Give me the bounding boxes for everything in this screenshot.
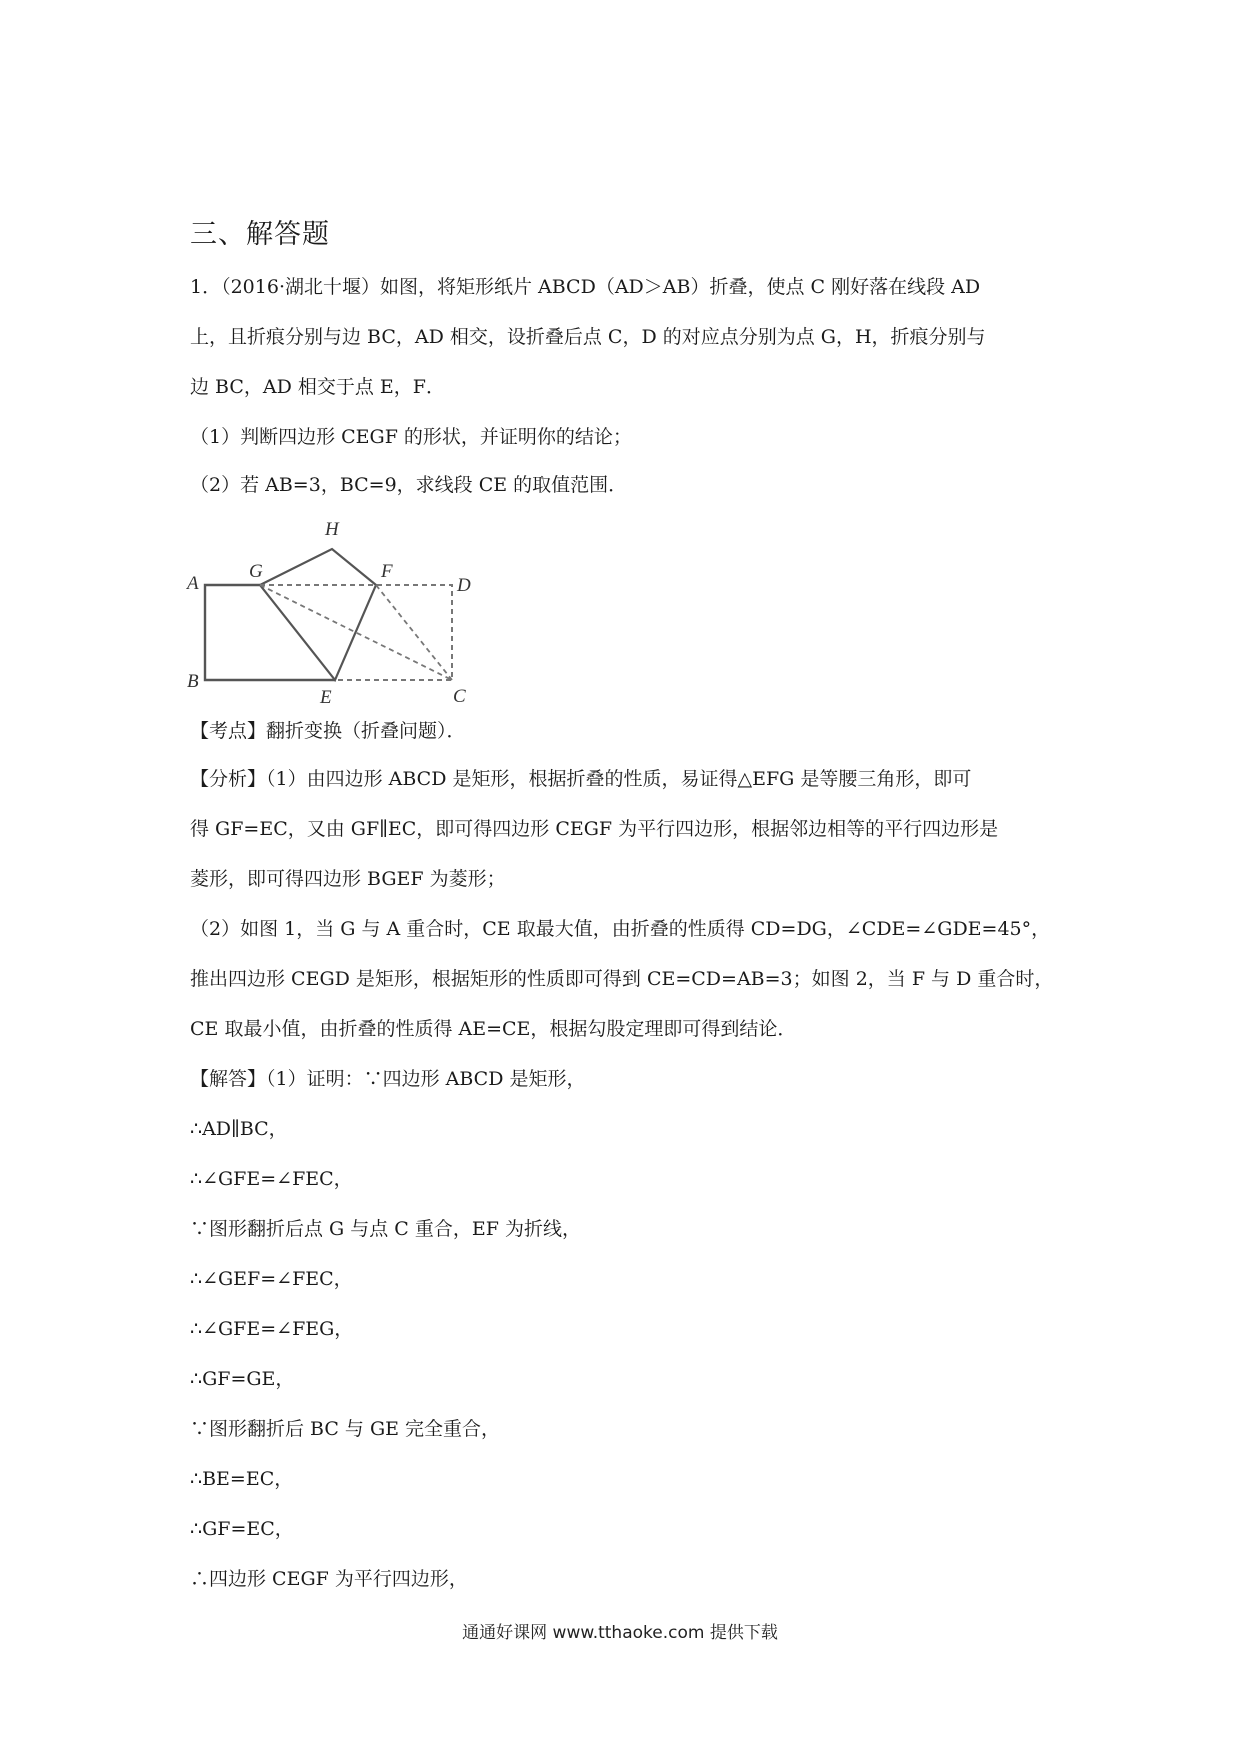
label-h: H	[325, 519, 339, 540]
solution-line: ∵图形翻折后点 G 与点 C 重合，EF 为折线，	[190, 1218, 581, 1240]
solution-line: ∴四边形 CEGF 为平行四边形，	[190, 1568, 468, 1590]
analysis-line: 推出四边形 CEGD 是矩形，根据矩形的性质即可得到 CE=CD=AB=3；如图 2，当 F 与 D 重合时，	[190, 968, 1054, 990]
label-g: G	[249, 561, 263, 582]
solution-line: 【解答】（1）证明：∵四边形 ABCD 是矩形，	[190, 1068, 586, 1090]
problem-line: 1．（2016·湖北十堰）如图，将矩形纸片 ABCD（AD＞AB）折叠，使点 C 刚好落在线段 AD	[190, 276, 981, 298]
analysis-line: 【分析】（1）由四边形 ABCD 是矩形，根据折叠的性质，易证得△EFG 是等腰三角形，即可	[190, 768, 972, 790]
analysis-line: 得 GF=EC，又由 GF∥EC，即可得四边形 CEGF 为平行四边形，根据邻边相等的平行四边形是	[190, 818, 999, 840]
solution-line: ∴BE=EC，	[190, 1468, 294, 1490]
label-c: C	[453, 686, 466, 705]
label-b: B	[187, 671, 199, 692]
knowledge-point: 【考点】翻折变换（折叠问题）．	[190, 720, 466, 742]
problem-line: 边 BC，AD 相交于点 E，F．	[190, 376, 445, 398]
solution-line: ∵图形翻折后 BC 与 GE 完全重合，	[190, 1418, 501, 1440]
solution-line: ∴∠GFE=∠FEG，	[190, 1318, 354, 1340]
analysis-line: CE 取最小值，由折叠的性质得 AE=CE，根据勾股定理即可得到结论．	[190, 1018, 797, 1040]
solution-line: ∴∠GEF=∠FEC，	[190, 1268, 353, 1290]
solution-line: ∴GF=GE，	[190, 1368, 295, 1390]
label-f: F	[381, 561, 393, 582]
problem-question-1: （1）判断四边形 CEGF 的形状，并证明你的结论；	[190, 426, 632, 448]
geometry-figure	[185, 505, 485, 705]
analysis-line: （2）如图 1，当 G 与 A 重合时，CE 取最大值，由折叠的性质得 CD=DG，∠CDE=∠GDE=45°，	[190, 918, 1051, 940]
page-footer: 通通好课网 www.tthaoke.com 提供下载	[462, 1623, 778, 1643]
problem-line: 上，且折痕分别与边 BC，AD 相交，设折叠后点 C，D 的对应点分别为点 G，H，折痕分别与	[190, 326, 986, 348]
solution-line: ∴GF=EC，	[190, 1518, 294, 1540]
label-d: D	[457, 575, 471, 596]
solution-line: ∴∠GFE=∠FEC，	[190, 1168, 353, 1190]
section-title: 三、解答题	[190, 219, 330, 250]
label-a: A	[187, 573, 199, 594]
diagonal-fc	[376, 585, 452, 680]
analysis-line: 菱形，即可得四边形 BGEF 为菱形；	[190, 868, 506, 890]
label-e: E	[320, 687, 332, 705]
problem-question-2: （2）若 AB=3，BC=9，求线段 CE 的取值范围．	[190, 474, 628, 496]
solution-line: ∴AD∥BC，	[190, 1118, 288, 1140]
